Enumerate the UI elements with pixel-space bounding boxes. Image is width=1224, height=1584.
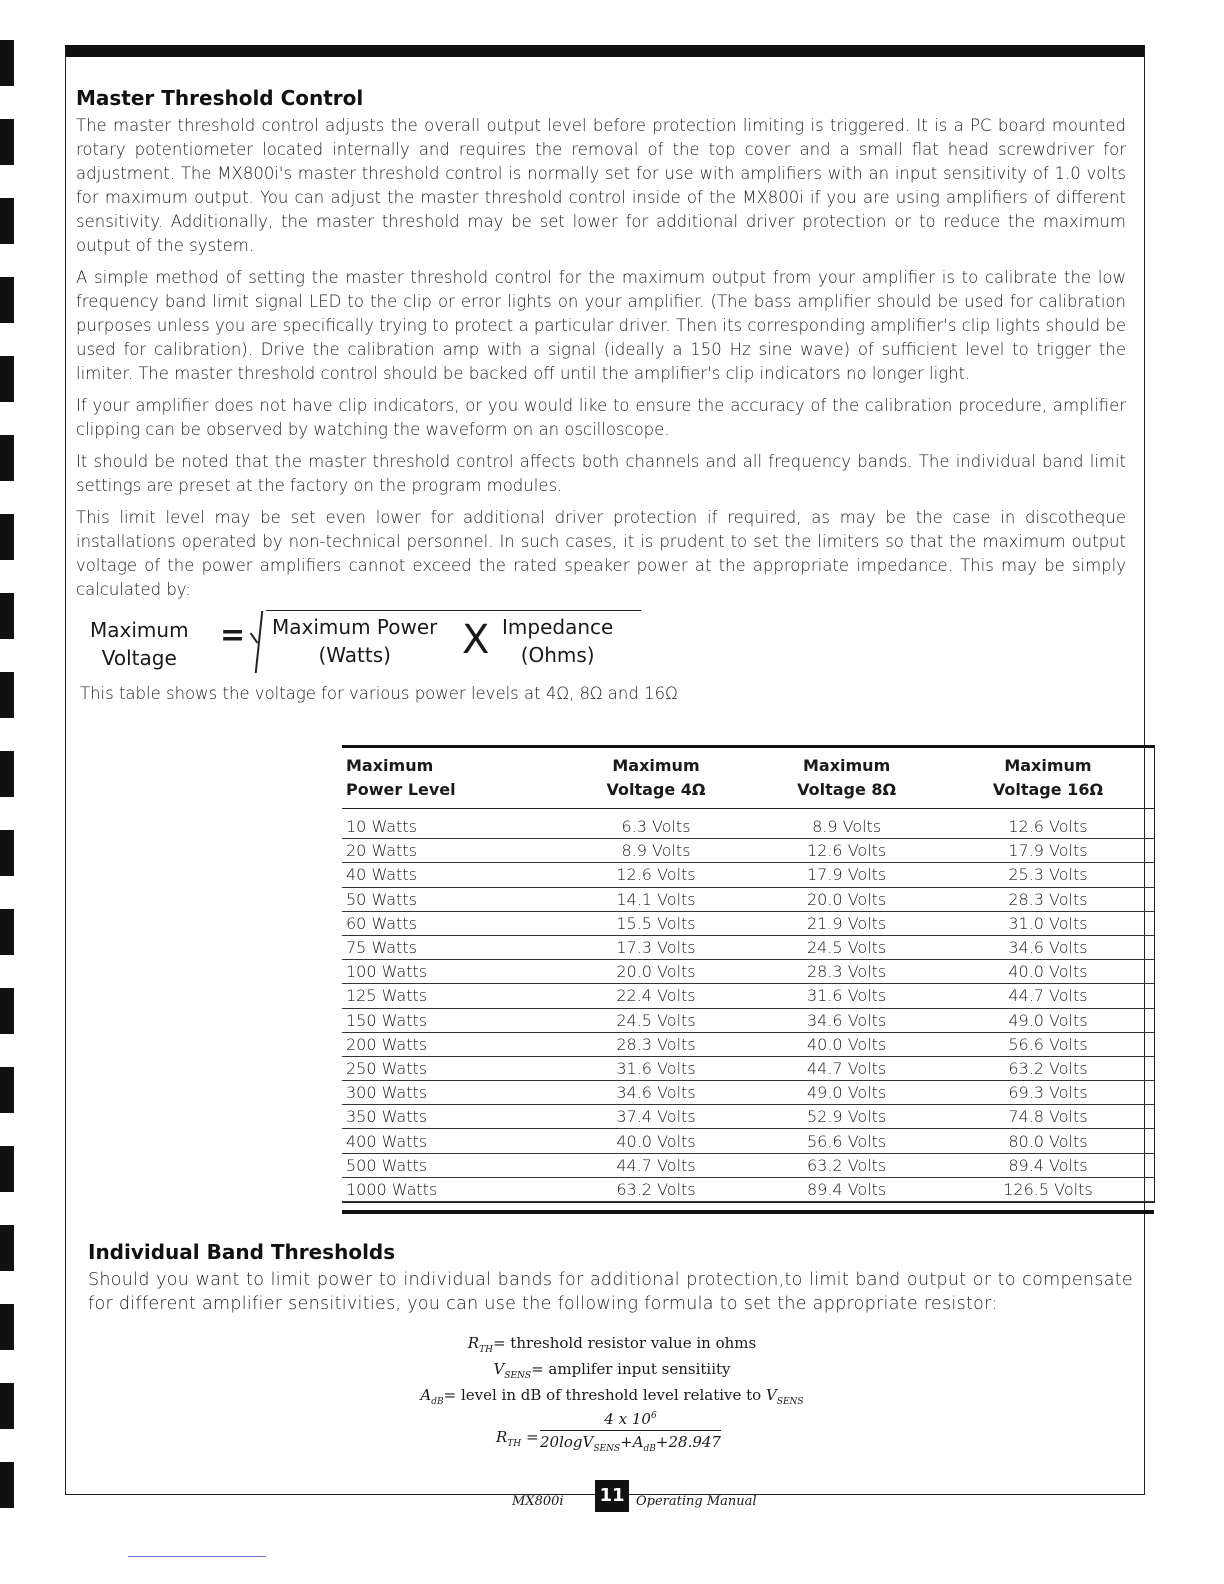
table-row — [342, 1056, 1154, 1080]
voltage-table — [342, 745, 1155, 1203]
table-cell: 100 Watts — [342, 960, 561, 984]
table-cell: 28.3 Volts — [942, 887, 1154, 911]
table-cell: 12.6 Volts — [751, 839, 942, 863]
footer-product: MX800i — [512, 1494, 564, 1509]
table-cell: 50 Watts — [342, 887, 561, 911]
paragraph: If your amplifier does not have clip indicators, or you would like to ensure the accuracy of the calibration procedure, amplifier clipping can be observed by watching the waveform on an oscilloscope. — [76, 396, 1126, 439]
registration-mark — [0, 1067, 14, 1113]
eq-sign: = — [525, 1428, 539, 1446]
formula-lhs-line1: Maximum — [90, 618, 189, 642]
eq-lhs: R — [496, 1428, 508, 1446]
table-cell: 300 Watts — [342, 1081, 561, 1105]
table-cell: 63.2 Volts — [942, 1056, 1154, 1080]
table-row — [342, 1032, 1154, 1056]
column-header-line: Maximum — [802, 756, 891, 775]
registration-mark — [0, 909, 14, 955]
table-cell: 22.4 Volts — [561, 984, 752, 1008]
column-header-line: Voltage 4Ω — [606, 780, 706, 799]
table-cell: 126.5 Volts — [942, 1177, 1154, 1201]
denominator — [540, 1431, 721, 1454]
table-row — [342, 984, 1154, 1008]
numerator — [540, 1410, 721, 1431]
table-row — [342, 960, 1154, 984]
table-row — [342, 1008, 1154, 1032]
table-cell: 31.0 Volts — [942, 911, 1154, 935]
column-header-line: Voltage 16Ω — [992, 780, 1104, 799]
table-cell: 63.2 Volts — [561, 1177, 752, 1201]
registration-mark — [0, 1225, 14, 1271]
table-cell: 40.0 Volts — [751, 1032, 942, 1056]
table-cell: 34.6 Volts — [942, 935, 1154, 959]
table-cell: 31.6 Volts — [751, 984, 942, 1008]
column-header-line: Power Level — [346, 780, 456, 799]
column-header-line: Maximum — [1004, 756, 1092, 775]
registration-mark — [0, 198, 14, 244]
table-cell: 17.3 Volts — [561, 935, 752, 959]
column-header — [942, 748, 1154, 809]
table-cell: 150 Watts — [342, 1008, 561, 1032]
registration-mark — [0, 435, 14, 481]
den-part: 20logV — [540, 1433, 594, 1451]
table-row — [342, 1177, 1154, 1201]
def-text: = threshold resistor value in ohms — [492, 1334, 757, 1352]
individual-band-section — [88, 1240, 1133, 1324]
table-cell: 75 Watts — [342, 935, 561, 959]
table-cell: 69.3 Volts — [942, 1081, 1154, 1105]
table-cell: 56.6 Volts — [751, 1129, 942, 1153]
table-cell: 6.3 Volts — [561, 809, 752, 839]
table-row — [342, 935, 1154, 959]
paragraph: This limit level may be set even lower for additional driver protection if required, as may be the case in discotheque installations operated by non-technical personnel. In such cases, it is prudent to set the limiters so that the maximum output voltage of the power amplifiers cannot exceed the rated speaker power at the appropriate impedance. This may be simply calculated by: — [76, 508, 1126, 599]
table-cell: 28.3 Volts — [561, 1032, 752, 1056]
sub: TH — [479, 1345, 493, 1355]
footer-manual: Operating Manual — [636, 1494, 757, 1509]
table-cell: 12.6 Volts — [942, 809, 1154, 839]
table-row — [342, 887, 1154, 911]
column-header-line: Maximum — [346, 756, 434, 775]
table-cell: 17.9 Volts — [751, 863, 942, 887]
table-row — [342, 863, 1154, 887]
column-header — [751, 748, 942, 809]
resistor-equation — [496, 1410, 721, 1454]
term-power-label: Maximum Power — [272, 615, 438, 639]
table-intro: This table shows the voltage for various power levels at 4Ω, 8Ω and 16Ω — [80, 684, 678, 703]
scan-artifact-line — [128, 1556, 266, 1557]
column-header — [342, 748, 561, 809]
table-cell: 8.9 Volts — [561, 839, 752, 863]
registration-mark — [0, 593, 14, 639]
table-row — [342, 1105, 1154, 1129]
table-cell: 10 Watts — [342, 809, 561, 839]
paragraph: It should be noted that the master threshold control affects both channels and all frequency bands. The individual band limit settings are preset at the factory on the program modules. — [76, 452, 1126, 495]
table-cell: 44.7 Volts — [942, 984, 1154, 1008]
table-header-row — [342, 748, 1154, 809]
registration-marks — [0, 40, 16, 1560]
den-part: +A — [620, 1433, 644, 1451]
definition-adb — [0, 1386, 1224, 1407]
equals-sign: = — [220, 618, 246, 653]
paragraph: The master threshold control adjusts the overall output level before protection limiting is triggered. It is a PC board mounted rotary potentiometer located internally and requires the removal of the top cover and a small flat head screwdriver for adjustment. The MX800i's master threshold control is normally set for use with amplifiers with an input sensitivity of 1.0 volts for maximum output. You can adjust the master threshold control inside of the MX800i if you are using amplifiers of different sensitivity. Additionally, the master threshold may be set lower for additional driver protection or to reduce the maximum output of the system. — [76, 116, 1126, 255]
table-cell: 25.3 Volts — [942, 863, 1154, 887]
table-cell: 20 Watts — [342, 839, 561, 863]
registration-mark — [0, 751, 14, 797]
term-impedance-label: Impedance — [502, 615, 614, 639]
sym: A — [420, 1386, 432, 1404]
table-cell: 31.6 Volts — [561, 1056, 752, 1080]
formula-lhs — [90, 616, 189, 672]
table-cell: 250 Watts — [342, 1056, 561, 1080]
table-row — [342, 1153, 1154, 1177]
sub: SENS — [776, 1397, 804, 1407]
registration-mark — [0, 830, 14, 876]
table-cell: 24.5 Volts — [751, 935, 942, 959]
square-root — [266, 610, 641, 673]
registration-mark — [0, 514, 14, 560]
sym: V — [765, 1386, 777, 1404]
den-sub: dB — [643, 1444, 656, 1454]
registration-mark — [0, 672, 14, 718]
page-number: 11 — [595, 1480, 629, 1512]
registration-mark — [0, 277, 14, 323]
registration-mark — [0, 988, 14, 1034]
table-cell: 63.2 Volts — [751, 1153, 942, 1177]
table-cell: 44.7 Volts — [561, 1153, 752, 1177]
paragraph: Should you want to limit power to individual bands for additional protection,to limit band output or to compensate for different amplifier sensitivities, you can use the following formula to set the appropriate resistor: — [88, 1270, 1133, 1314]
table-cell: 52.9 Volts — [751, 1105, 942, 1129]
table-cell: 37.4 Volts — [561, 1105, 752, 1129]
numerator-text: 4 x 10 — [604, 1410, 651, 1428]
sub: dB — [431, 1397, 444, 1407]
master-threshold-section — [76, 86, 1126, 714]
table-cell: 500 Watts — [342, 1153, 561, 1177]
table-cell: 89.4 Volts — [751, 1177, 942, 1201]
table-cell: 21.9 Volts — [751, 911, 942, 935]
den-part: +28.947 — [655, 1433, 721, 1451]
table-cell: 89.4 Volts — [942, 1153, 1154, 1177]
table-cell: 49.0 Volts — [942, 1008, 1154, 1032]
eq-lhs-sub: TH — [507, 1439, 522, 1449]
sym: V — [493, 1360, 505, 1378]
exponent: 6 — [650, 1411, 657, 1421]
table-cell: 34.6 Volts — [561, 1081, 752, 1105]
formula-lhs-line2: Voltage — [101, 646, 177, 670]
table-cell: 49.0 Volts — [751, 1081, 942, 1105]
table-cell: 8.9 Volts — [751, 809, 942, 839]
table-cell: 80.0 Volts — [942, 1129, 1154, 1153]
def-text: = amplifer input sensitiity — [531, 1360, 731, 1378]
formula-term-impedance — [502, 613, 613, 669]
table-cell: 40.0 Volts — [942, 960, 1154, 984]
table-cell: 28.3 Volts — [751, 960, 942, 984]
page-footer — [0, 1485, 1224, 1518]
voltage-formula — [90, 610, 1126, 676]
paragraph: A simple method of setting the master threshold control for the maximum output from your amplifier is to calibrate the low frequency band limit signal LED to the clip or error lights on your amplifier. (The bass amplifier should be used for calibration purposes unless you are specifically trying to protect a particular driver. Then its corresponding amplifier's clip lights should be used for calibration). Drive the calibration amp with a signal (ideally a 150 Hz sine wave) of sufficient level to trigger the limiter. The master threshold control should be backed off until the amplifier's clip indicators no longer light. — [76, 268, 1126, 383]
table-cell: 24.5 Volts — [561, 1008, 752, 1032]
table-cell: 400 Watts — [342, 1129, 561, 1153]
table-cell: 125 Watts — [342, 984, 561, 1008]
table-cell: 56.6 Volts — [942, 1032, 1154, 1056]
table-cell: 17.9 Volts — [942, 839, 1154, 863]
table-bottom-rule — [342, 1210, 1154, 1214]
table-row — [342, 839, 1154, 863]
sym: R — [467, 1334, 480, 1352]
column-header-line: Maximum — [612, 756, 700, 775]
column-header — [561, 748, 752, 809]
registration-mark — [0, 119, 14, 165]
table-cell: 44.7 Volts — [751, 1056, 942, 1080]
section-title: Master Threshold Control — [76, 86, 364, 110]
table-row — [342, 1081, 1154, 1105]
table-cell: 15.5 Volts — [561, 911, 752, 935]
table-cell: 20.0 Volts — [561, 960, 752, 984]
table-cell: 20.0 Volts — [751, 887, 942, 911]
table-cell: 350 Watts — [342, 1105, 561, 1129]
term-power-unit: (Watts) — [318, 643, 391, 667]
den-sub: SENS — [593, 1444, 621, 1454]
table-cell: 200 Watts — [342, 1032, 561, 1056]
definition-rth — [0, 1334, 1224, 1355]
times-sign: X — [462, 617, 490, 663]
table-cell: 12.6 Volts — [561, 863, 752, 887]
table-cell: 34.6 Volts — [751, 1008, 942, 1032]
registration-mark — [0, 1146, 14, 1192]
table-cell: 40 Watts — [342, 863, 561, 887]
section-title: Individual Band Thresholds — [88, 1240, 396, 1264]
def-text: = level in dB of threshold level relative to — [443, 1386, 766, 1404]
table-row — [342, 809, 1154, 839]
column-header-line: Voltage 8Ω — [797, 780, 897, 799]
registration-mark — [0, 356, 14, 402]
term-impedance-unit: (Ohms) — [520, 643, 595, 667]
table-cell: 14.1 Volts — [561, 887, 752, 911]
table-cell: 1000 Watts — [342, 1177, 561, 1201]
formula-term-power — [272, 613, 437, 669]
table-row — [342, 911, 1154, 935]
table-cell: 40.0 Volts — [561, 1129, 752, 1153]
table-row — [342, 1129, 1154, 1153]
definition-vsens — [0, 1360, 1224, 1381]
registration-mark — [0, 40, 14, 86]
table-cell: 60 Watts — [342, 911, 561, 935]
table-cell: 74.8 Volts — [942, 1105, 1154, 1129]
sub: SENS — [504, 1371, 532, 1381]
